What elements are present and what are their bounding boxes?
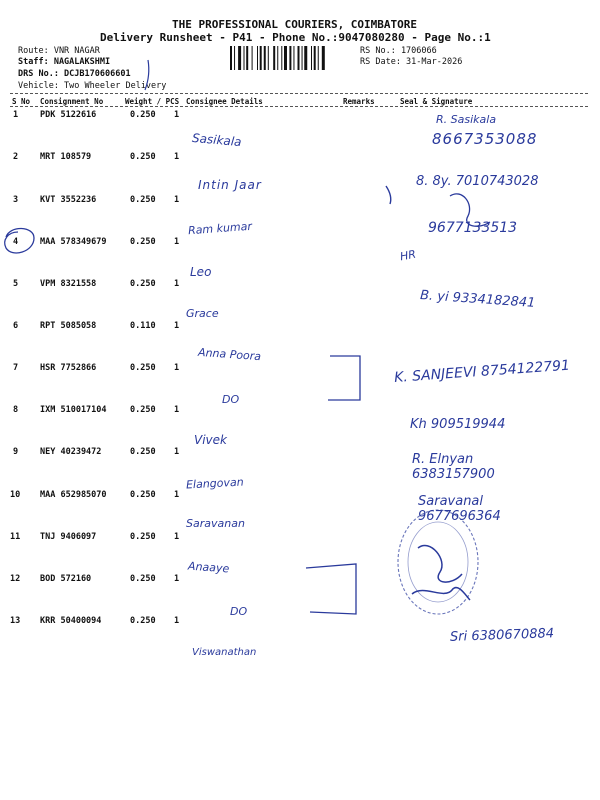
bracket-mark (306, 564, 356, 614)
row-1-pcs: 1 (174, 110, 180, 120)
drs-number: DRS No.: DCJB170606601 (18, 69, 131, 79)
row-5-consignment: VPM 8321558 (40, 279, 97, 289)
row-8-pcs: 1 (174, 405, 180, 415)
row-6-weight: 0.110 (130, 321, 156, 331)
stamp-seal (398, 510, 478, 614)
page-title: THE PROFESSIONAL COURIERS, COIMBATORE (172, 18, 418, 31)
row-9-pcs: 1 (174, 447, 180, 457)
row-13-consignment: KRR 50400094 (40, 616, 102, 626)
row-2-pcs: 1 (174, 152, 180, 162)
handwritten-name: DO (230, 605, 248, 618)
row-11-sno: 11 (10, 532, 21, 542)
row-1-sno: 1 (13, 110, 19, 120)
row-8-weight: 0.250 (130, 405, 156, 415)
handwritten-name: Leo (190, 265, 212, 279)
row-13-weight: 0.250 (130, 616, 156, 626)
handwritten-name: Grace (186, 307, 219, 320)
row-6-sno: 6 (13, 321, 19, 331)
handwritten-name: Saravanan (186, 517, 245, 530)
row-3-consignment: KVT 3552236 (40, 195, 97, 205)
handwritten-signature: B. yi 9334182841 (419, 287, 536, 312)
row-13-pcs: 1 (174, 616, 180, 626)
handwritten-signature: R. Elnyan 6383157900 (412, 452, 495, 482)
bracket-mark (328, 356, 360, 400)
circle-mark (5, 228, 34, 252)
check-mark (386, 186, 391, 204)
row-6-consignment: RPT 5085058 (40, 321, 97, 331)
row-8-sno: 8 (13, 405, 19, 415)
staff-label: Staff: NAGALAKSHMI (18, 57, 111, 67)
row-3-weight: 0.250 (130, 195, 156, 205)
row-10-pcs: 1 (174, 490, 180, 500)
handwritten-signature: R. Sasikala (436, 113, 497, 126)
row-8-consignment: IXM 510017104 (40, 405, 107, 415)
handwritten-name: Vivek (194, 433, 227, 447)
col-consignment: Consignment No (40, 97, 104, 106)
row-4-pcs: 1 (174, 237, 180, 247)
row-12-sno: 12 (10, 574, 21, 584)
col-sno: S No (12, 97, 31, 106)
handwritten-name: Viswanathan (192, 647, 257, 658)
col-weight: Weight / PCS (125, 97, 180, 106)
handwritten-signature: Saravanal 9677696364 (418, 494, 501, 524)
signature-scribble (450, 194, 490, 226)
row-10-sno: 10 (10, 490, 21, 500)
row-7-weight: 0.250 (130, 363, 156, 373)
row-1-weight: 0.250 (130, 110, 156, 120)
row-13-sno: 13 (10, 616, 21, 626)
row-7-sno: 7 (13, 363, 19, 373)
signature-scribble (412, 588, 470, 600)
row-12-pcs: 1 (174, 574, 180, 584)
row-3-pcs: 1 (174, 195, 180, 205)
handwritten-signature: 9677133513 (428, 220, 518, 236)
row-5-pcs: 1 (174, 279, 180, 289)
row-10-consignment: MAA 652985070 (40, 490, 107, 500)
row-2-consignment: MRT 108579 (40, 152, 92, 162)
handwritten-name: Anaaye (187, 559, 230, 576)
row-5-weight: 0.250 (130, 279, 156, 289)
row-7-consignment: HSR 7752866 (40, 363, 97, 373)
row-2-sno: 2 (13, 152, 19, 162)
row-1-consignment: PDK 5122616 (40, 110, 97, 120)
handwritten-signature: K. SANJEEVI 8754122791 (393, 357, 571, 386)
handwritten-name: Ram kumar (187, 219, 253, 238)
row-12-weight: 0.250 (130, 574, 156, 584)
row-9-consignment: NEY 40239472 (40, 447, 102, 457)
row-4-weight: 0.250 (130, 237, 156, 247)
handwritten-name: DO (222, 393, 240, 406)
signature-scribble (418, 545, 462, 582)
row-4-consignment: MAA 578349679 (40, 237, 107, 247)
row-11-pcs: 1 (174, 532, 180, 542)
row-4-sno: 4 (13, 237, 19, 247)
stamp-seal (408, 522, 468, 602)
handwritten-name: Elangovan (185, 475, 244, 492)
row-10-weight: 0.250 (130, 490, 156, 500)
col-seal: Seal & Signature (400, 97, 473, 106)
row-6-pcs: 1 (174, 321, 180, 331)
vehicle-label: Vehicle: Two Wheeler Delivery (18, 81, 167, 91)
row-3-sno: 3 (13, 195, 19, 205)
row-9-weight: 0.250 (130, 447, 156, 457)
handwritten-signature: HR (398, 247, 417, 264)
rs-number: RS No.: 1706066 (360, 46, 437, 56)
handwritten-name: Sasikala (191, 130, 243, 150)
handwritten-name: Anna Poora (197, 345, 262, 364)
row-11-weight: 0.250 (130, 532, 156, 542)
row-12-consignment: BOD 572160 (40, 574, 92, 584)
handwritten-signature: 8. 8y. 7010743028 (416, 174, 539, 189)
handwritten-signature: Kh 909519944 (410, 417, 506, 432)
runsheet-subtitle: Delivery Runsheet - P41 - Phone No.:9047080280 - Page No.:1 (100, 31, 491, 44)
handwritten-name: Intin Jaar (198, 178, 262, 192)
row-9-sno: 9 (13, 447, 19, 457)
check-mark (145, 60, 149, 90)
row-7-pcs: 1 (174, 363, 180, 373)
row-5-sno: 5 (13, 279, 19, 289)
col-remarks: Remarks (343, 97, 375, 106)
handwritten-signature: Sri 6380670884 (449, 626, 555, 645)
rs-date: RS Date: 31-Mar-2026 (360, 57, 463, 67)
handwritten-signature: 8667353088 (432, 130, 538, 148)
col-consignee: Consignee Details (186, 97, 263, 106)
route-label: Route: VNR NAGAR (18, 46, 100, 56)
row-2-weight: 0.250 (130, 152, 156, 162)
row-11-consignment: TNJ 9406097 (40, 532, 97, 542)
